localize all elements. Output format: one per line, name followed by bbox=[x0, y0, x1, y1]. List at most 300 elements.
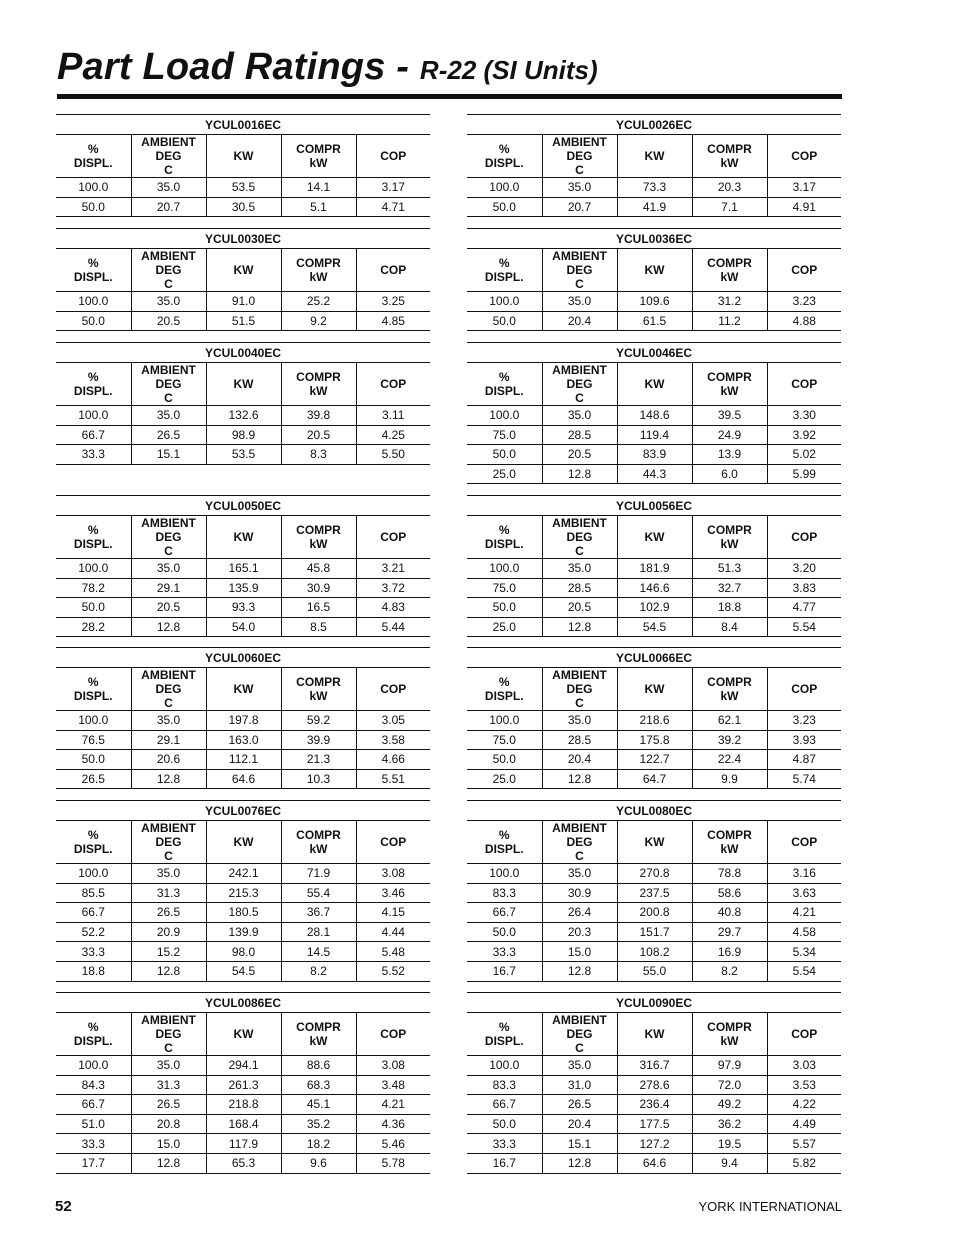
table-cell: 100.0 bbox=[467, 864, 542, 884]
table-cell: 31.3 bbox=[131, 1075, 206, 1095]
table-cell: 180.5 bbox=[206, 903, 281, 923]
table-cell: 35.0 bbox=[542, 292, 617, 312]
table-row bbox=[56, 730, 430, 750]
column-header-row bbox=[56, 135, 430, 178]
rating-table bbox=[467, 114, 841, 217]
column-header: COMPR kW bbox=[692, 249, 767, 292]
table-cell: 33.3 bbox=[56, 1134, 131, 1154]
table-cell: 15.2 bbox=[131, 942, 206, 962]
table-cell: 11.2 bbox=[692, 311, 767, 331]
table-row bbox=[56, 559, 430, 579]
model-name: YCUL0090EC bbox=[467, 993, 841, 1013]
table-cell: 20.4 bbox=[542, 750, 617, 770]
table-cell: 73.3 bbox=[617, 178, 692, 198]
rating-table bbox=[467, 342, 841, 484]
table-cell: 20.6 bbox=[131, 750, 206, 770]
model-name: YCUL0040EC bbox=[56, 343, 430, 363]
table-cell: 20.4 bbox=[542, 311, 617, 331]
column-header: KW bbox=[617, 668, 692, 711]
table-cell: 29.7 bbox=[692, 922, 767, 942]
table-row bbox=[56, 1153, 430, 1173]
table-row bbox=[467, 1056, 841, 1076]
table-cell: 15.0 bbox=[131, 1134, 206, 1154]
table-cell: 64.7 bbox=[617, 769, 692, 789]
table-cell: 218.6 bbox=[617, 711, 692, 731]
table-cell: 58.6 bbox=[692, 883, 767, 903]
table-cell: 4.66 bbox=[356, 750, 430, 770]
table-cell: 78.8 bbox=[692, 864, 767, 884]
table-row bbox=[467, 903, 841, 923]
table-cell: 3.16 bbox=[767, 864, 841, 884]
table-cell: 22.4 bbox=[692, 750, 767, 770]
table-cell: 5.51 bbox=[356, 769, 430, 789]
rating-table bbox=[56, 114, 430, 217]
table-cell: 35.2 bbox=[281, 1114, 356, 1134]
table-row bbox=[56, 1095, 430, 1115]
table-cell: 15.0 bbox=[542, 942, 617, 962]
table-row bbox=[467, 578, 841, 598]
rating-table-grid bbox=[56, 342, 430, 465]
model-name: YCUL0086EC bbox=[56, 993, 430, 1013]
table-cell: 49.2 bbox=[692, 1095, 767, 1115]
table-cell: 5.44 bbox=[356, 617, 430, 637]
table-cell: 84.3 bbox=[56, 1075, 131, 1095]
table-cell: 66.7 bbox=[56, 1095, 131, 1115]
column-header: COMPR kW bbox=[281, 821, 356, 864]
table-cell: 7.1 bbox=[692, 197, 767, 217]
table-cell: 5.02 bbox=[767, 445, 841, 465]
table-cell: 50.0 bbox=[56, 197, 131, 217]
table-cell: 31.0 bbox=[542, 1075, 617, 1095]
column-header: COP bbox=[356, 249, 430, 292]
table-cell: 14.5 bbox=[281, 942, 356, 962]
table-cell: 122.7 bbox=[617, 750, 692, 770]
table-cell: 5.1 bbox=[281, 197, 356, 217]
column-header-row bbox=[56, 249, 430, 292]
column-header: AMBIENT DEG C bbox=[542, 1013, 617, 1056]
table-cell: 218.8 bbox=[206, 1095, 281, 1115]
table-cell: 72.0 bbox=[692, 1075, 767, 1095]
table-cell: 28.5 bbox=[542, 730, 617, 750]
table-row bbox=[56, 942, 430, 962]
column-header: COP bbox=[356, 135, 430, 178]
column-header: KW bbox=[206, 135, 281, 178]
table-cell: 35.0 bbox=[542, 178, 617, 198]
table-cell: 20.5 bbox=[542, 445, 617, 465]
column-header-row bbox=[56, 363, 430, 406]
model-name: YCUL0026EC bbox=[467, 115, 841, 135]
rating-table bbox=[467, 647, 841, 789]
table-cell: 15.1 bbox=[542, 1134, 617, 1154]
table-cell: 20.9 bbox=[131, 922, 206, 942]
table-cell: 100.0 bbox=[56, 559, 131, 579]
table-cell: 3.08 bbox=[356, 1056, 430, 1076]
table-row bbox=[467, 769, 841, 789]
column-header: COMPR kW bbox=[281, 668, 356, 711]
table-cell: 12.8 bbox=[131, 961, 206, 981]
table-row bbox=[467, 197, 841, 217]
table-cell: 12.8 bbox=[542, 961, 617, 981]
table-cell: 54.5 bbox=[206, 961, 281, 981]
table-cell: 51.5 bbox=[206, 311, 281, 331]
table-cell: 16.7 bbox=[467, 1153, 542, 1173]
table-row bbox=[467, 1153, 841, 1173]
table-row bbox=[467, 178, 841, 198]
column-header: KW bbox=[617, 249, 692, 292]
column-header: COP bbox=[356, 668, 430, 711]
table-cell: 35.0 bbox=[131, 559, 206, 579]
column-header: COMPR kW bbox=[692, 516, 767, 559]
table-cell: 20.5 bbox=[131, 598, 206, 618]
column-header: % DISPL. bbox=[56, 821, 131, 864]
table-cell: 31.3 bbox=[131, 883, 206, 903]
column-header: COP bbox=[767, 668, 841, 711]
table-row bbox=[56, 1114, 430, 1134]
table-cell: 119.4 bbox=[617, 425, 692, 445]
table-cell: 8.2 bbox=[281, 961, 356, 981]
table-row bbox=[467, 445, 841, 465]
table-cell: 3.05 bbox=[356, 711, 430, 731]
column-header: COMPR kW bbox=[692, 363, 767, 406]
table-cell: 12.8 bbox=[542, 617, 617, 637]
table-cell: 44.3 bbox=[617, 464, 692, 484]
rating-table-grid bbox=[467, 342, 841, 484]
table-cell: 175.8 bbox=[617, 730, 692, 750]
column-header: COP bbox=[767, 135, 841, 178]
table-cell: 25.0 bbox=[467, 769, 542, 789]
table-cell: 5.34 bbox=[767, 942, 841, 962]
table-cell: 3.08 bbox=[356, 864, 430, 884]
column-header: COP bbox=[356, 516, 430, 559]
table-cell: 39.9 bbox=[281, 730, 356, 750]
column-header: COP bbox=[767, 1013, 841, 1056]
title-refrigerant: R-22 (SI Units) bbox=[419, 55, 598, 85]
table-cell: 33.3 bbox=[467, 942, 542, 962]
column-header: COP bbox=[767, 249, 841, 292]
table-cell: 66.7 bbox=[56, 903, 131, 923]
table-cell: 20.7 bbox=[131, 197, 206, 217]
table-row bbox=[56, 178, 430, 198]
column-header: % DISPL. bbox=[56, 668, 131, 711]
column-header: AMBIENT DEG C bbox=[131, 363, 206, 406]
table-cell: 53.5 bbox=[206, 445, 281, 465]
table-cell: 28.2 bbox=[56, 617, 131, 637]
table-cell: 100.0 bbox=[467, 711, 542, 731]
table-cell: 41.9 bbox=[617, 197, 692, 217]
table-cell: 35.0 bbox=[131, 864, 206, 884]
table-cell: 62.1 bbox=[692, 711, 767, 731]
model-name: YCUL0036EC bbox=[467, 229, 841, 249]
table-cell: 12.8 bbox=[542, 769, 617, 789]
table-cell: 20.4 bbox=[542, 1114, 617, 1134]
table-row bbox=[467, 864, 841, 884]
table-cell: 50.0 bbox=[56, 311, 131, 331]
table-row bbox=[467, 425, 841, 445]
column-header: % DISPL. bbox=[56, 1013, 131, 1056]
rating-table bbox=[56, 495, 430, 637]
table-cell: 75.0 bbox=[467, 425, 542, 445]
table-cell: 102.9 bbox=[617, 598, 692, 618]
table-cell: 16.5 bbox=[281, 598, 356, 618]
column-header-row bbox=[56, 1013, 430, 1056]
table-cell: 54.0 bbox=[206, 617, 281, 637]
table-cell: 85.5 bbox=[56, 883, 131, 903]
table-cell: 3.58 bbox=[356, 730, 430, 750]
table-cell: 5.82 bbox=[767, 1153, 841, 1173]
table-cell: 15.1 bbox=[131, 445, 206, 465]
table-cell: 33.3 bbox=[467, 1134, 542, 1154]
table-cell: 29.1 bbox=[131, 730, 206, 750]
table-cell: 8.2 bbox=[692, 961, 767, 981]
table-cell: 4.25 bbox=[356, 425, 430, 445]
table-row bbox=[467, 922, 841, 942]
column-header-row bbox=[56, 668, 430, 711]
table-cell: 4.58 bbox=[767, 922, 841, 942]
table-cell: 9.9 bbox=[692, 769, 767, 789]
column-header: COMPR kW bbox=[692, 821, 767, 864]
table-cell: 100.0 bbox=[56, 711, 131, 731]
table-cell: 100.0 bbox=[56, 864, 131, 884]
table-cell: 18.8 bbox=[692, 598, 767, 618]
table-cell: 51.3 bbox=[692, 559, 767, 579]
table-cell: 177.5 bbox=[617, 1114, 692, 1134]
column-header: KW bbox=[206, 1013, 281, 1056]
table-cell: 16.7 bbox=[467, 961, 542, 981]
table-cell: 28.5 bbox=[542, 578, 617, 598]
table-cell: 55.4 bbox=[281, 883, 356, 903]
table-cell: 93.3 bbox=[206, 598, 281, 618]
table-cell: 5.57 bbox=[767, 1134, 841, 1154]
column-header: AMBIENT DEG C bbox=[131, 1013, 206, 1056]
table-cell: 100.0 bbox=[467, 1056, 542, 1076]
table-row bbox=[56, 425, 430, 445]
table-cell: 26.5 bbox=[131, 1095, 206, 1115]
table-cell: 75.0 bbox=[467, 578, 542, 598]
table-cell: 50.0 bbox=[467, 1114, 542, 1134]
table-cell: 25.0 bbox=[467, 617, 542, 637]
table-cell: 3.30 bbox=[767, 406, 841, 426]
table-cell: 117.9 bbox=[206, 1134, 281, 1154]
table-cell: 59.2 bbox=[281, 711, 356, 731]
table-cell: 35.0 bbox=[542, 559, 617, 579]
table-cell: 261.3 bbox=[206, 1075, 281, 1095]
rating-table bbox=[467, 992, 841, 1174]
rating-table-grid bbox=[56, 992, 430, 1174]
rating-table bbox=[467, 228, 841, 331]
column-header: % DISPL. bbox=[467, 363, 542, 406]
column-header-row bbox=[467, 249, 841, 292]
table-cell: 71.9 bbox=[281, 864, 356, 884]
table-cell: 33.3 bbox=[56, 942, 131, 962]
table-cell: 4.15 bbox=[356, 903, 430, 923]
column-header: KW bbox=[617, 821, 692, 864]
table-cell: 64.6 bbox=[206, 769, 281, 789]
column-header: KW bbox=[617, 135, 692, 178]
table-cell: 26.4 bbox=[542, 903, 617, 923]
column-header: COMPR kW bbox=[281, 363, 356, 406]
table-cell: 33.3 bbox=[56, 445, 131, 465]
table-cell: 3.03 bbox=[767, 1056, 841, 1076]
table-cell: 181.9 bbox=[617, 559, 692, 579]
table-cell: 4.71 bbox=[356, 197, 430, 217]
table-row bbox=[56, 311, 430, 331]
company-name: YORK INTERNATIONAL bbox=[698, 1199, 842, 1214]
column-header: COMPR kW bbox=[692, 1013, 767, 1056]
table-row bbox=[467, 1095, 841, 1115]
table-cell: 3.93 bbox=[767, 730, 841, 750]
table-cell: 50.0 bbox=[56, 750, 131, 770]
page-title bbox=[57, 48, 598, 86]
table-cell: 35.0 bbox=[131, 406, 206, 426]
table-cell: 30.9 bbox=[542, 883, 617, 903]
table-cell: 31.2 bbox=[692, 292, 767, 312]
table-cell: 25.0 bbox=[467, 464, 542, 484]
table-row bbox=[467, 464, 841, 484]
table-cell: 3.53 bbox=[767, 1075, 841, 1095]
rating-table bbox=[56, 800, 430, 982]
column-header: KW bbox=[206, 821, 281, 864]
model-name: YCUL0056EC bbox=[467, 496, 841, 516]
table-row bbox=[467, 711, 841, 731]
model-name: YCUL0060EC bbox=[56, 648, 430, 668]
title-rule bbox=[57, 94, 842, 99]
model-name: YCUL0030EC bbox=[56, 229, 430, 249]
table-cell: 3.63 bbox=[767, 883, 841, 903]
table-cell: 35.0 bbox=[542, 406, 617, 426]
table-cell: 4.91 bbox=[767, 197, 841, 217]
rating-table-grid bbox=[56, 114, 430, 217]
table-cell: 4.21 bbox=[767, 903, 841, 923]
page-number: 52 bbox=[55, 1198, 72, 1215]
table-cell: 64.6 bbox=[617, 1153, 692, 1173]
column-header: AMBIENT DEG C bbox=[131, 821, 206, 864]
table-cell: 4.77 bbox=[767, 598, 841, 618]
table-cell: 5.74 bbox=[767, 769, 841, 789]
column-header: COMPR kW bbox=[281, 1013, 356, 1056]
rating-table bbox=[56, 228, 430, 331]
table-cell: 215.3 bbox=[206, 883, 281, 903]
table-row bbox=[56, 922, 430, 942]
table-cell: 127.2 bbox=[617, 1134, 692, 1154]
table-cell: 21.3 bbox=[281, 750, 356, 770]
table-cell: 97.9 bbox=[692, 1056, 767, 1076]
table-row bbox=[56, 406, 430, 426]
table-cell: 5.54 bbox=[767, 961, 841, 981]
table-cell: 100.0 bbox=[467, 559, 542, 579]
column-header: AMBIENT DEG C bbox=[542, 249, 617, 292]
table-cell: 5.52 bbox=[356, 961, 430, 981]
table-cell: 100.0 bbox=[467, 292, 542, 312]
table-cell: 35.0 bbox=[131, 178, 206, 198]
table-cell: 20.5 bbox=[131, 311, 206, 331]
model-name: YCUL0076EC bbox=[56, 801, 430, 821]
rating-table-grid bbox=[467, 495, 841, 637]
column-header-row bbox=[467, 821, 841, 864]
table-cell: 237.5 bbox=[617, 883, 692, 903]
table-row bbox=[467, 617, 841, 637]
table-cell: 30.9 bbox=[281, 578, 356, 598]
table-row bbox=[56, 961, 430, 981]
rating-table bbox=[467, 495, 841, 637]
table-row bbox=[467, 883, 841, 903]
rating-table bbox=[467, 800, 841, 982]
table-cell: 148.6 bbox=[617, 406, 692, 426]
table-cell: 26.5 bbox=[542, 1095, 617, 1115]
table-cell: 100.0 bbox=[467, 178, 542, 198]
column-header: KW bbox=[206, 249, 281, 292]
table-cell: 3.17 bbox=[356, 178, 430, 198]
table-cell: 197.8 bbox=[206, 711, 281, 731]
table-cell: 91.0 bbox=[206, 292, 281, 312]
table-cell: 5.78 bbox=[356, 1153, 430, 1173]
table-cell: 12.8 bbox=[131, 769, 206, 789]
table-cell: 236.4 bbox=[617, 1095, 692, 1115]
rating-table-grid bbox=[467, 992, 841, 1174]
table-cell: 165.1 bbox=[206, 559, 281, 579]
table-cell: 4.22 bbox=[767, 1095, 841, 1115]
table-row bbox=[56, 903, 430, 923]
table-cell: 3.23 bbox=[767, 711, 841, 731]
table-row bbox=[56, 617, 430, 637]
table-cell: 4.85 bbox=[356, 311, 430, 331]
table-cell: 100.0 bbox=[56, 178, 131, 198]
table-cell: 28.1 bbox=[281, 922, 356, 942]
table-cell: 100.0 bbox=[56, 1056, 131, 1076]
table-cell: 40.8 bbox=[692, 903, 767, 923]
table-cell: 20.5 bbox=[542, 598, 617, 618]
table-cell: 20.3 bbox=[692, 178, 767, 198]
table-row bbox=[467, 311, 841, 331]
column-header-row bbox=[56, 516, 430, 559]
column-header: AMBIENT DEG C bbox=[542, 135, 617, 178]
column-header: % DISPL. bbox=[467, 1013, 542, 1056]
table-row bbox=[56, 578, 430, 598]
table-cell: 242.1 bbox=[206, 864, 281, 884]
table-cell: 61.5 bbox=[617, 311, 692, 331]
table-cell: 5.48 bbox=[356, 942, 430, 962]
title-main: Part Load Ratings - bbox=[57, 46, 420, 88]
column-header: % DISPL. bbox=[467, 135, 542, 178]
table-cell: 151.7 bbox=[617, 922, 692, 942]
model-name: YCUL0050EC bbox=[56, 496, 430, 516]
table-row bbox=[56, 750, 430, 770]
table-cell: 5.50 bbox=[356, 445, 430, 465]
column-header: % DISPL. bbox=[467, 516, 542, 559]
table-cell: 50.0 bbox=[467, 598, 542, 618]
table-cell: 88.6 bbox=[281, 1056, 356, 1076]
column-header: COP bbox=[767, 821, 841, 864]
table-cell: 50.0 bbox=[467, 750, 542, 770]
table-cell: 17.7 bbox=[56, 1153, 131, 1173]
model-name: YCUL0016EC bbox=[56, 115, 430, 135]
rating-table-grid bbox=[467, 800, 841, 982]
column-header: COP bbox=[356, 1013, 430, 1056]
table-cell: 3.83 bbox=[767, 578, 841, 598]
table-cell: 36.7 bbox=[281, 903, 356, 923]
table-cell: 4.49 bbox=[767, 1114, 841, 1134]
column-header: COMPR kW bbox=[692, 668, 767, 711]
table-cell: 5.99 bbox=[767, 464, 841, 484]
table-cell: 35.0 bbox=[542, 1056, 617, 1076]
table-cell: 5.54 bbox=[767, 617, 841, 637]
table-row bbox=[56, 864, 430, 884]
rating-table-grid bbox=[56, 495, 430, 637]
table-cell: 5.46 bbox=[356, 1134, 430, 1154]
table-row bbox=[56, 197, 430, 217]
table-row bbox=[467, 942, 841, 962]
table-cell: 20.7 bbox=[542, 197, 617, 217]
table-cell: 100.0 bbox=[467, 406, 542, 426]
